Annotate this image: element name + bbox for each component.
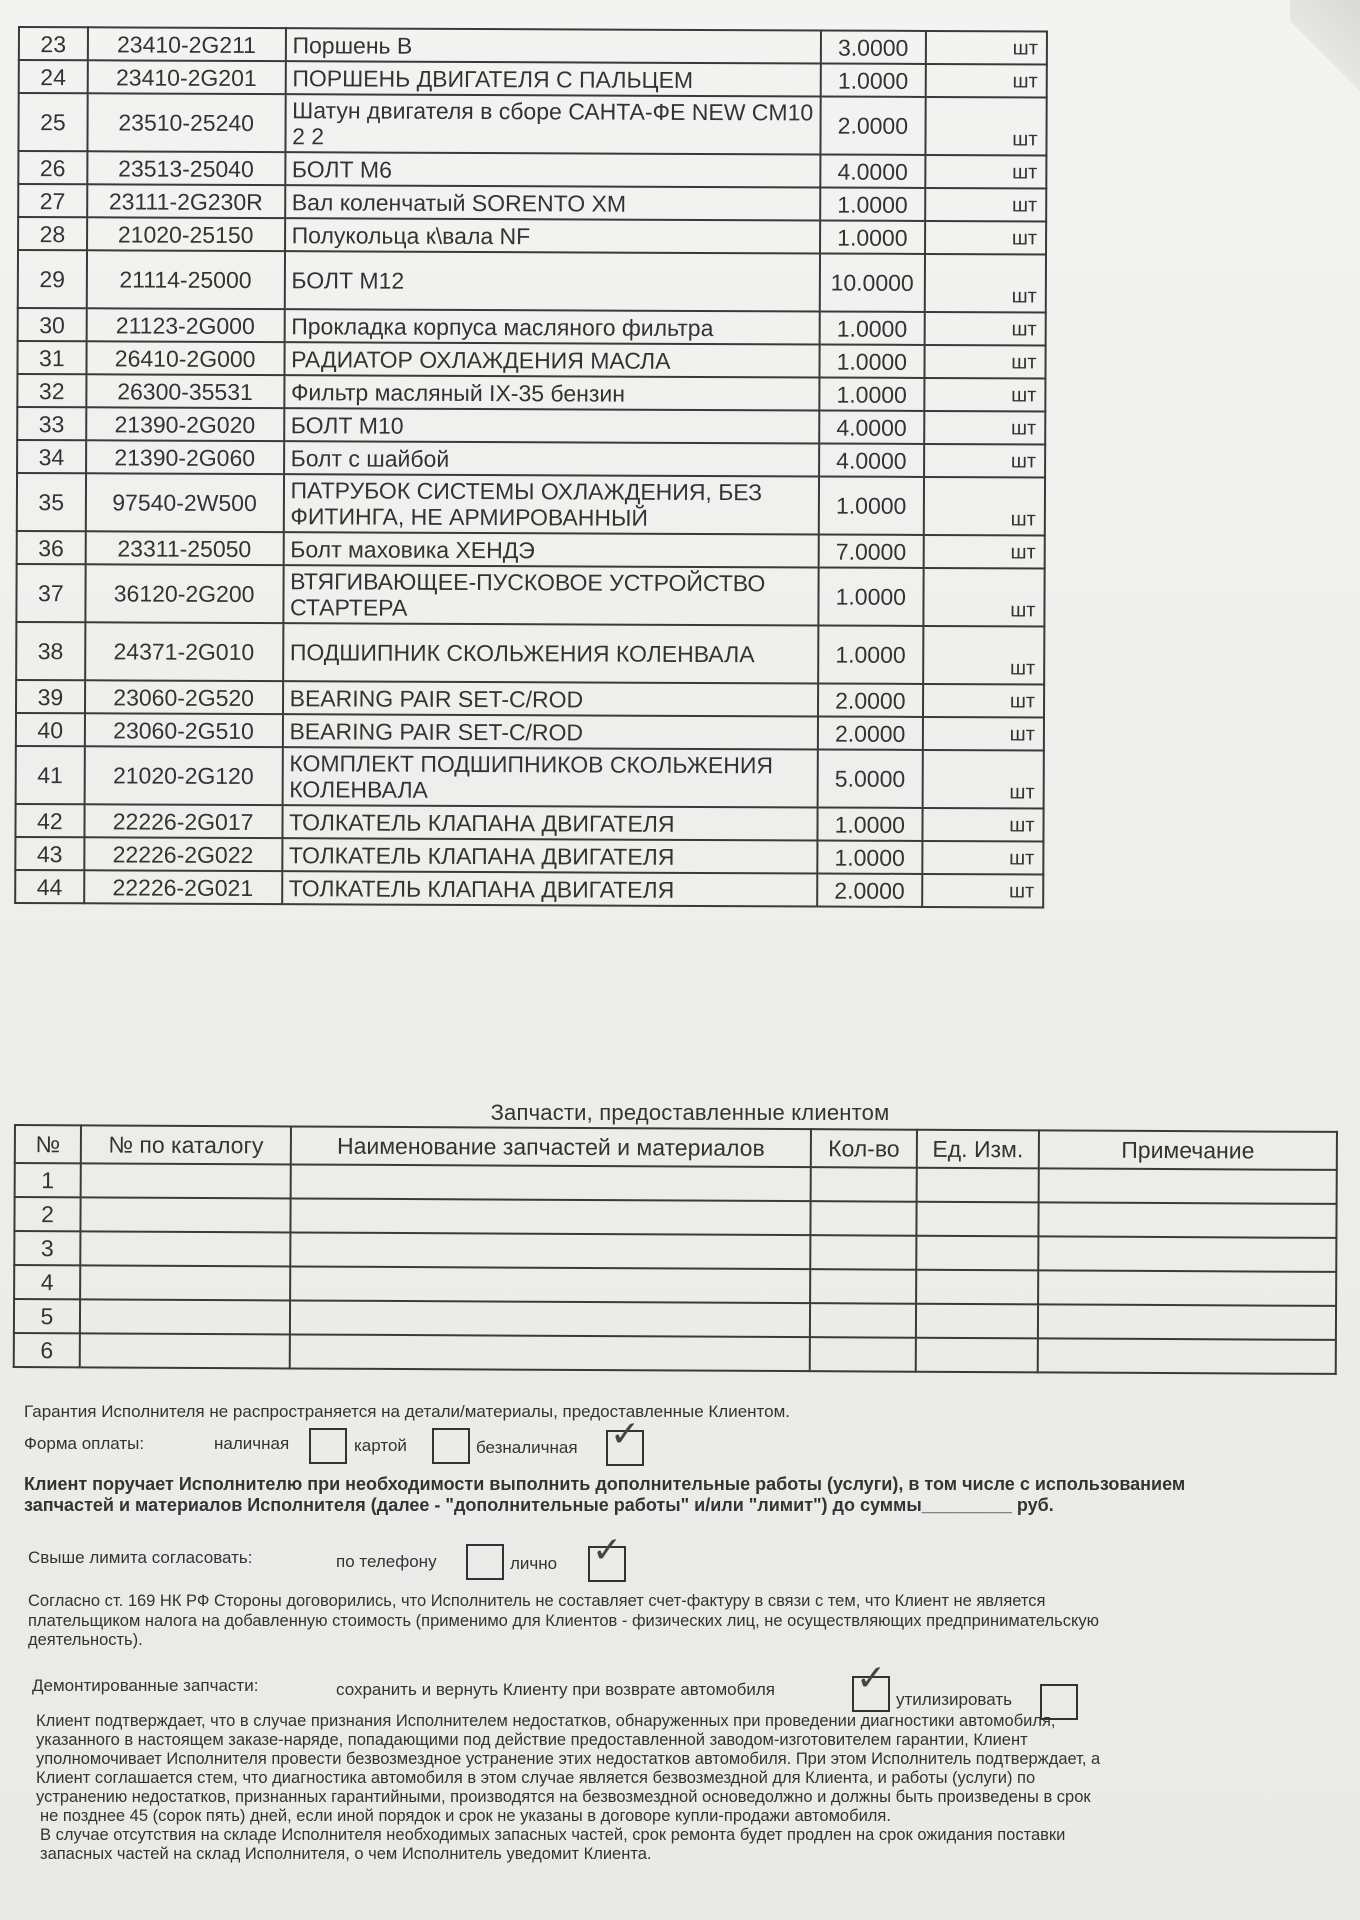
- unit: шт: [923, 535, 1044, 569]
- unit: шт: [924, 411, 1045, 445]
- row-number: 32: [17, 374, 86, 407]
- unit: шт: [923, 684, 1044, 718]
- client-empty-cell: [1038, 1202, 1336, 1238]
- row-number: 27: [18, 184, 87, 217]
- dismantled-keep-check-mark: ✓: [856, 1657, 887, 1698]
- row-number: 35: [17, 473, 86, 531]
- catalog-number: 26410-2G000: [86, 341, 284, 375]
- part-name: ТОЛКАТЕЛЬ КЛАПАНА ДВИГАТЕЛЯ: [282, 838, 817, 873]
- quantity: 3.0000: [821, 31, 926, 64]
- unit: шт: [924, 378, 1045, 412]
- catalog-number: 21123-2G000: [86, 308, 284, 342]
- client-empty-cell: [916, 1202, 1038, 1237]
- confirm-line-3: уполномочивает Исполнителя провести безвозмездное устранение этих недостатков автомобиля. При этом Исполнитель подтверждает, а: [36, 1750, 1101, 1768]
- row-number: 28: [18, 217, 87, 250]
- limit-personal-check-mark: ✓: [592, 1529, 623, 1570]
- client-parts-body: [14, 1163, 1337, 1374]
- payment-label: Форма оплаты:: [24, 1434, 145, 1453]
- tax-line-1: Согласно ст. 169 НК РФ Стороны договорились, что Исполнитель не составляет счет-фактуру в связи с тем, что Клиент не является: [28, 1592, 1046, 1610]
- catalog-number: 23060-2G510: [85, 713, 283, 747]
- catalog-number: 21020-2G120: [84, 746, 282, 805]
- client-empty-cell: [917, 1168, 1039, 1203]
- catalog-number: 23510-25240: [87, 93, 285, 152]
- unit: шт: [925, 97, 1046, 156]
- quantity: 1.0000: [818, 567, 923, 625]
- limit-phone-checkbox[interactable]: [466, 1544, 504, 1580]
- client-empty-cell: [810, 1269, 916, 1304]
- unit: шт: [926, 31, 1047, 65]
- parts-row-40: [16, 713, 1044, 750]
- parts-row-23: [19, 27, 1047, 64]
- client-empty-cell: [916, 1270, 1038, 1305]
- catalog-number: 21390-2G020: [86, 407, 284, 441]
- client-empty-cell: [810, 1201, 916, 1236]
- row-number: 44: [15, 870, 84, 903]
- unit: шт: [922, 874, 1043, 908]
- parts-row-38: [16, 622, 1044, 684]
- row-number: 34: [17, 440, 86, 473]
- part-name: ПАТРУБОК СИСТЕМЫ ОХЛАЖДЕНИЯ, БЕЗ ФИТИНГА, НЕ АРМИРОВАННЫЙ: [283, 474, 818, 534]
- unit: шт: [924, 444, 1045, 478]
- catalog-number: 97540-2W500: [85, 473, 283, 532]
- row-number: 38: [16, 622, 85, 680]
- client-row-number: 3: [14, 1231, 80, 1265]
- client-empty-cell: [1038, 1236, 1336, 1272]
- row-number: 30: [18, 308, 87, 341]
- unit: шт: [923, 717, 1044, 751]
- row-number: 24: [19, 60, 88, 93]
- quantity: 4.0000: [819, 410, 924, 443]
- unit: шт: [922, 750, 1043, 809]
- row-number: 33: [17, 407, 86, 440]
- parts-row-24: [19, 60, 1047, 97]
- client-empty-cell: [916, 1236, 1038, 1271]
- client-empty-cell: [1038, 1304, 1336, 1340]
- part-name: BEARING PAIR SET-C/ROD: [283, 681, 818, 716]
- client-empty-cell: [80, 1265, 290, 1300]
- client-row-number: 1: [15, 1163, 81, 1197]
- part-name: Поршень В: [285, 28, 820, 63]
- client-empty-cell: [916, 1304, 1038, 1339]
- extra-work-line-1: Клиент поручает Исполнителю при необходимости выполнить дополнительные работы (услуги), в том числе с использованием: [24, 1474, 1186, 1494]
- part-name: РАДИАТОР ОХЛАЖДЕНИЯ МАСЛА: [284, 342, 819, 377]
- quantity: 1.0000: [817, 840, 922, 873]
- quantity: 1.0000: [819, 344, 924, 377]
- unit: шт: [922, 841, 1043, 875]
- parts-row-25: [18, 93, 1046, 155]
- part-name: Фильтр масляный IX-35 бензин: [284, 375, 819, 410]
- payment-cashless-label: безналичная: [476, 1438, 578, 1457]
- parts-row-36: [17, 531, 1045, 568]
- client-empty-cell: [290, 1300, 810, 1337]
- client-empty-cell: [1038, 1270, 1336, 1306]
- unit: шт: [923, 626, 1044, 685]
- part-name: ТОЛКАТЕЛЬ КЛАПАНА ДВИГАТЕЛЯ: [282, 871, 817, 906]
- unit: шт: [924, 312, 1045, 346]
- confirm-line-1: Клиент подтверждает, что в случае признания Исполнителем недостатков, обнаруженных при проведении диагностики автомобиля,: [36, 1712, 1056, 1730]
- client-empty-cell: [81, 1163, 291, 1198]
- dismantled-dispose-label: утилизировать: [896, 1690, 1012, 1709]
- catalog-number: 24371-2G010: [85, 622, 283, 681]
- parts-row-34: [17, 440, 1045, 477]
- row-number: 39: [16, 680, 85, 713]
- quantity: 5.0000: [817, 749, 922, 807]
- catalog-number: 23060-2G520: [85, 680, 283, 714]
- confirm-line-4: Клиент соглашается стем, что диагностика автомобиля в этом случае является безвозмездной для Клиента, и работы (услуги) по: [36, 1769, 1036, 1787]
- part-name: ТОЛКАТЕЛЬ КЛАПАНА ДВИГАТЕЛЯ: [282, 805, 817, 840]
- catalog-number: 21114-25000: [86, 250, 284, 309]
- parts-table: [14, 26, 1048, 908]
- row-number: 29: [18, 250, 87, 308]
- row-number: 26: [18, 151, 87, 184]
- client-empty-cell: [80, 1299, 290, 1334]
- parts-row-39: [16, 680, 1044, 717]
- part-name: ПОДШИПНИК СКОЛЬЖЕНИЯ КОЛЕНВАЛА: [283, 623, 818, 683]
- catalog-number: 22226-2G022: [84, 837, 282, 871]
- warranty-note: Гарантия Исполнителя не распространяется на детали/материалы, предоставленные Клиентом.: [24, 1402, 790, 1421]
- client-empty-cell: [811, 1167, 917, 1202]
- part-name: ВТЯГИВАЮЩЕЕ-ПУСКОВОЕ УСТРОЙСТВО СТАРТЕРА: [283, 565, 818, 625]
- part-name: Болт маховика ХЕНДЭ: [283, 532, 818, 567]
- catalog-number: 23111-2G230R: [87, 184, 285, 218]
- parts-row-43: [15, 837, 1043, 874]
- catalog-number: 21020-25150: [87, 217, 285, 251]
- part-name: БОЛТ М10: [284, 408, 819, 443]
- row-number: 42: [15, 804, 84, 837]
- payment-card-label: картой: [354, 1436, 407, 1455]
- parts-row-42: [15, 804, 1043, 841]
- parts-row-32: [17, 374, 1045, 411]
- parts-row-28: [18, 217, 1046, 254]
- quantity: 1.0000: [819, 377, 924, 410]
- unit: шт: [923, 568, 1044, 627]
- quantity: 4.0000: [819, 443, 924, 476]
- page-corner-fold: [1290, 0, 1360, 130]
- tax-line-2: плательщиком налога на добавленную стоимость (применимо для Клиентов - физических лиц, не осуществляющих предпринимательскую: [28, 1612, 1100, 1630]
- client-parts-row: [14, 1333, 1336, 1374]
- part-name: БОЛТ М12: [284, 251, 819, 311]
- limit-phone-label: по телефону: [336, 1552, 437, 1571]
- client-empty-cell: [290, 1266, 810, 1303]
- parts-row-27: [18, 184, 1046, 221]
- confirm-line-5: устранению недостатков, признанных гарантийными, производятся на безвозмездной основедолжно и должны быть произведены в срок: [36, 1788, 1091, 1806]
- parts-row-33: [17, 407, 1045, 444]
- part-name: ПОРШЕНЬ ДВИГАТЕЛЯ С ПАЛЬЦЕМ: [285, 61, 820, 96]
- client-empty-cell: [80, 1231, 290, 1266]
- quantity: 2.0000: [818, 716, 923, 749]
- row-number: 25: [18, 93, 87, 151]
- confirm-line-6: не позднее 45 (сорок пять) дней, если иной порядок и срок не указаны в договоре купли-продажи автомобиля.: [40, 1807, 891, 1825]
- client-empty-cell: [80, 1333, 290, 1368]
- part-name: Прокладка корпуса масляного фильтра: [284, 309, 819, 344]
- quantity: 4.0000: [820, 155, 925, 188]
- row-number: 41: [16, 746, 85, 804]
- part-name: BEARING PAIR SET-C/ROD: [282, 714, 817, 749]
- header-number: №: [15, 1125, 81, 1163]
- quantity: 10.0000: [820, 254, 925, 312]
- catalog-number: 23410-2G201: [87, 60, 285, 94]
- row-number: 40: [16, 713, 85, 746]
- parts-row-44: [15, 870, 1043, 907]
- unit: шт: [925, 64, 1046, 98]
- quantity: 1.0000: [817, 807, 922, 840]
- part-name: Вал коленчатый SORENTO XM: [285, 185, 820, 220]
- quantity: 1.0000: [818, 625, 923, 683]
- header-catalog: № по каталогу: [81, 1125, 291, 1164]
- parts-row-26: [18, 151, 1046, 188]
- parts-row-37: [16, 564, 1044, 626]
- quantity: 2.0000: [820, 97, 925, 155]
- parts-row-41: [16, 746, 1044, 808]
- parts-row-31: [17, 341, 1045, 378]
- header-unit: Ед. Изм.: [917, 1130, 1039, 1169]
- catalog-number: 26300-35531: [86, 374, 284, 408]
- header-qty: Кол-во: [811, 1129, 917, 1168]
- quantity: 2.0000: [817, 873, 922, 906]
- part-name: БОЛТ М6: [285, 152, 820, 187]
- row-number: 23: [19, 27, 88, 60]
- confirm-line-2: указанного в настоящем заказе-наряде, попадающими под действие предоставленной заводом-изготовителем гарантии, Клиент: [36, 1731, 1028, 1749]
- client-row-number: 6: [14, 1333, 80, 1367]
- parts-row-35: [17, 473, 1045, 535]
- quantity: 1.0000: [820, 221, 925, 254]
- limit-personal-label: лично: [510, 1554, 558, 1573]
- unit: шт: [925, 188, 1046, 222]
- client-empty-cell: [290, 1334, 810, 1371]
- row-number: 31: [17, 341, 86, 374]
- client-row-number: 5: [14, 1299, 80, 1333]
- catalog-number: 21390-2G060: [86, 440, 284, 474]
- unit: шт: [925, 221, 1046, 255]
- payment-cashless-check-mark: ✓: [610, 1413, 641, 1454]
- parts-row-30: [18, 308, 1046, 345]
- client-empty-cell: [1039, 1168, 1337, 1204]
- quantity: 2.0000: [818, 683, 923, 716]
- client-parts-title: Запчасти, предоставленные клиентом: [490, 1100, 890, 1125]
- part-name: КОМПЛЕКТ ПОДШИПНИКОВ СКОЛЬЖЕНИЯ КОЛЕНВАЛА: [282, 747, 817, 807]
- tax-line-3: деятельность).: [28, 1631, 143, 1649]
- catalog-number: 22226-2G021: [84, 870, 282, 904]
- confirm-line-8: запасных частей на склад Исполнителя, о чем Исполнитель уведомит Клиента.: [40, 1845, 652, 1863]
- catalog-number: 23513-25040: [87, 151, 285, 185]
- catalog-number: 22226-2G017: [84, 804, 282, 838]
- part-name: Полукольца к\вала NF: [285, 218, 820, 253]
- unit: шт: [924, 477, 1045, 536]
- payment-card-checkbox[interactable]: [432, 1428, 470, 1464]
- client-row-number: 2: [14, 1197, 80, 1231]
- client-empty-cell: [291, 1164, 811, 1201]
- unit: шт: [922, 808, 1043, 842]
- catalog-number: 23311-25050: [85, 531, 283, 565]
- payment-cash-label: наличная: [214, 1434, 290, 1453]
- catalog-number: 23410-2G211: [88, 27, 286, 61]
- dismantled-label: Демонтированные запчасти:: [32, 1676, 259, 1695]
- payment-cash-checkbox[interactable]: [309, 1428, 347, 1464]
- quantity: 1.0000: [820, 188, 925, 221]
- catalog-number: 36120-2G200: [85, 564, 283, 623]
- limit-label: Свыше лимита согласовать:: [28, 1548, 253, 1567]
- client-empty-cell: [810, 1303, 916, 1338]
- part-name: Болт с шайбой: [284, 441, 819, 476]
- unit: шт: [924, 345, 1045, 379]
- row-number: 43: [15, 837, 84, 870]
- dismantled-keep-label: сохранить и вернуть Клиенту при возврате автомобиля: [336, 1680, 775, 1699]
- client-empty-cell: [810, 1337, 916, 1372]
- client-empty-cell: [290, 1198, 810, 1235]
- parts-row-29: [18, 250, 1046, 312]
- client-empty-cell: [810, 1235, 916, 1270]
- quantity: 7.0000: [818, 534, 923, 567]
- header-note: Примечание: [1039, 1130, 1337, 1170]
- client-empty-cell: [1038, 1338, 1336, 1374]
- confirm-line-7: В случае отсутствия на складе Исполнителя необходимых запасных частей, срок ремонта будет продлен на срок ожидания поставки: [40, 1826, 1066, 1844]
- header-name: Наименование запчастей и материалов: [291, 1126, 811, 1167]
- quantity: 1.0000: [819, 312, 924, 345]
- client-empty-cell: [80, 1197, 290, 1232]
- client-empty-cell: [290, 1232, 810, 1269]
- quantity: 1.0000: [819, 476, 924, 534]
- client-empty-cell: [916, 1338, 1038, 1373]
- unit: шт: [925, 155, 1046, 189]
- parts-table-body: [15, 27, 1047, 907]
- extra-work-line-2: запчастей и материалов Исполнителя (далее - "дополнительные работы" и/или "лимит") до суммы_________ руб.: [24, 1495, 1054, 1515]
- unit: шт: [925, 254, 1046, 313]
- quantity: 1.0000: [820, 64, 925, 97]
- client-row-number: 4: [14, 1265, 80, 1299]
- row-number: 37: [16, 564, 85, 622]
- part-name: Шатун двигателя в сборе САНТА-ФЕ NEW CM10 2 2: [285, 94, 820, 154]
- client-parts-table: [13, 1124, 1338, 1375]
- row-number: 36: [17, 531, 86, 564]
